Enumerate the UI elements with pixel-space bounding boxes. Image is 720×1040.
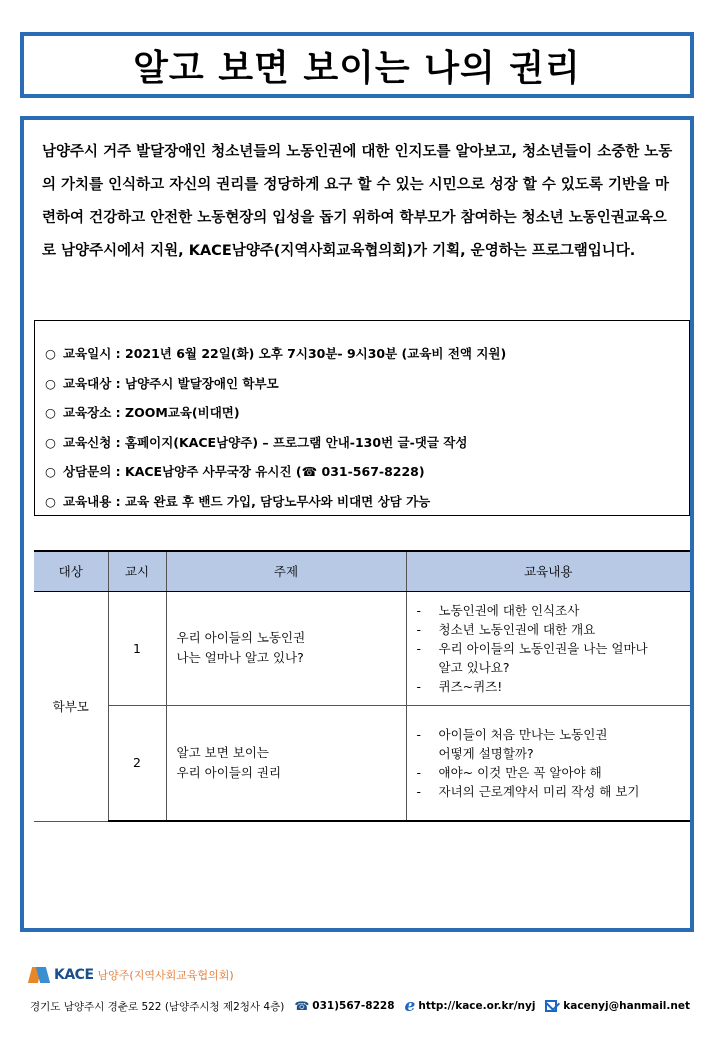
footer-phone: 031)567-8228 [312, 1000, 395, 1012]
dash-bullet: - [416, 678, 422, 694]
footer-logo [30, 962, 690, 988]
info-line [45, 369, 679, 399]
circle-bullet-icon: ○ [45, 434, 56, 450]
info-line [45, 398, 679, 428]
content-line: 자녀의 근로계약서 미리 작성 해 보기 [438, 783, 640, 799]
page-title: 알고 보면 보이는 나의 권리 [133, 47, 581, 89]
info-text: 상담문의 : KACE남양주 사무국장 유시진 (☎ 031-567-8228) [63, 464, 425, 479]
mail-icon [545, 1000, 557, 1012]
content-text [439, 601, 580, 620]
info-text: 교육신청 : 홈페이지(KACE남양주) – 프로그램 안내-130번 글-댓글 작성 [63, 434, 468, 450]
content-line: 어떻게 설명할까? [438, 745, 534, 761]
content-cell [406, 705, 690, 821]
topic-cell [166, 591, 406, 705]
content-line: 얘야~ 이것 만은 꼭 알아야 해 [438, 764, 602, 780]
info-line [45, 339, 679, 369]
intro-paragraph: 남양주시 거주 발달장애인 청소년들의 노동인권에 대한 인지도를 알아보고, 청소년들이 소중한 노동의 가치를 인식하고 자신의 권리를 정당하게 요구 할 수 있는 시민으로 성장 할 수 있도록 기반을 마련하여 건강하고 안전한 노동현장의 입성을 돕기 위하여 학부모가 참여하는 청소년 노동인권교육으로 남양주시에서 지원, KACE남양주(지역사회교육협의회)가 기획, 운영하는 프로그램입니다. [42, 144, 673, 259]
content-line: 우리 아이들의 노동인권을 나는 얼마나 [438, 640, 648, 656]
kace-logo-icon [30, 965, 52, 985]
info-box [34, 320, 690, 516]
content-line: 노동인권에 대한 인식조사 [438, 602, 580, 618]
footer-address: 경기도 남양주시 경춘로 522 (남양주시청 제2청사 4층) [30, 1000, 285, 1013]
info-text: 교육장소 : ZOOM교육(비대면) [63, 405, 240, 420]
schedule-table [34, 550, 690, 822]
dash-bullet: - [416, 764, 422, 780]
info-text: 교육내용 : 교육 완료 후 밴드 가입, 담당노무사와 비대면 상담 가능 [63, 493, 431, 509]
period-cell: 2 [108, 705, 166, 821]
content-text [439, 639, 648, 677]
dash-bullet: - [416, 621, 422, 637]
info-line [45, 428, 679, 458]
main-content-box [20, 116, 694, 932]
logo-subtext: 남양주(지역사회교육협의회) [97, 969, 234, 982]
logo-text: KACE [54, 967, 94, 983]
table-header-row [34, 551, 690, 591]
circle-bullet-icon: ○ [45, 493, 56, 509]
table-row [34, 591, 690, 705]
content-line: 알고 있나요? [438, 659, 510, 675]
header-period: 교시 [108, 551, 166, 591]
info-line [45, 487, 679, 517]
contact-row [30, 996, 690, 1016]
info-line [45, 457, 679, 487]
topic-line: 나는 얼마나 알고 있나? [176, 650, 304, 665]
topic-cell [166, 705, 406, 821]
content-item [417, 601, 691, 620]
dash-bullet: - [416, 640, 422, 656]
browser-icon: e [404, 996, 416, 1016]
header-topic: 주제 [166, 551, 406, 591]
phone-icon: ☎ [294, 999, 310, 1013]
content-item [417, 620, 691, 639]
content-text [439, 782, 640, 801]
content-item [417, 782, 691, 801]
topic-line: 알고 보면 보이는 [176, 744, 269, 760]
circle-bullet-icon: ○ [45, 405, 56, 420]
content-item [417, 725, 691, 763]
content-item [417, 677, 691, 696]
header-content: 교육내용 [406, 551, 690, 591]
dash-bullet: - [416, 783, 422, 799]
topic-line: 우리 아이들의 노동인권 [176, 630, 306, 645]
dash-bullet: - [416, 602, 422, 618]
content-line: 퀴즈~퀴즈! [438, 678, 503, 694]
info-text: 교육일시 : 2021년 6월 22일(화) 오후 7시30분- 9시30분 (교육비 전액 지원) [63, 346, 507, 361]
content-text [439, 620, 596, 639]
table-row [34, 705, 690, 821]
footer-email[interactable]: kacenyj@hanmail.net [563, 1000, 690, 1012]
content-text [439, 677, 503, 696]
period-cell: 1 [108, 591, 166, 705]
content-item [417, 763, 691, 782]
footer [30, 962, 690, 1022]
content-line: 아이들이 처음 만나는 노동인권 [438, 726, 608, 742]
info-text: 교육대상 : 남양주시 발달장애인 학부모 [63, 375, 279, 391]
circle-bullet-icon: ○ [45, 464, 56, 479]
content-text [439, 763, 602, 782]
content-cell [406, 591, 690, 705]
dash-bullet: - [416, 726, 422, 742]
title-box [20, 32, 694, 98]
content-item [417, 639, 691, 677]
target-cell: 학부모 [34, 591, 108, 821]
footer-website[interactable]: http://kace.or.kr/nyj [418, 1000, 536, 1012]
topic-line: 우리 아이들의 권리 [176, 764, 282, 780]
circle-bullet-icon: ○ [45, 346, 56, 361]
circle-bullet-icon: ○ [45, 375, 56, 391]
content-text [439, 725, 608, 763]
content-line: 청소년 노동인권에 대한 개요 [438, 621, 596, 637]
header-target: 대상 [34, 551, 108, 591]
